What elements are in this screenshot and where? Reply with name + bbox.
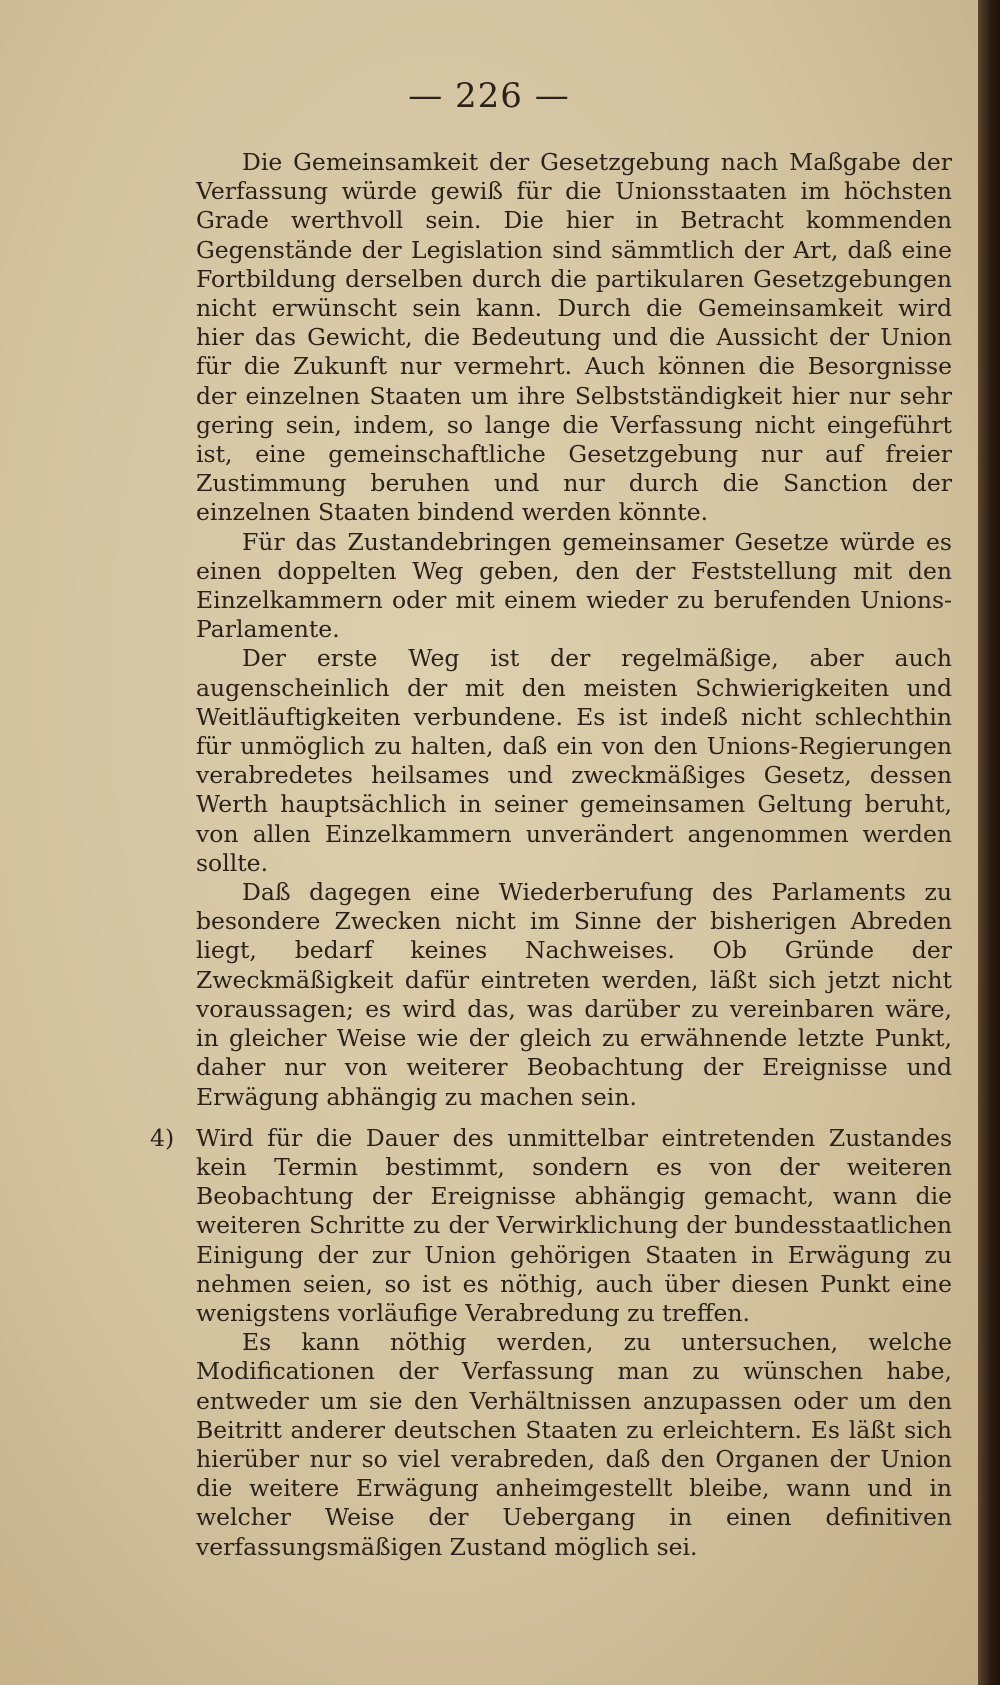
paragraph-1: Die Gemeinsamkeit der Gesetzgebung nach Maßgabe der Verfassung würde gewiß für die Unionsstaaten im höchsten Grade werthvoll sein. Die hier in Betracht kommenden Gegenstände der Legislation sind sämmtlich der Art, daß eine Fortbildung derselben durch die partikularen Gesetzgebungen nicht erwünscht sein kann. Durch die Gemeinsamkeit wird hier das Gewicht, die Bedeutung und die Aussicht der Union für die Zukunft nur vermehrt. Auch können die Besorgnisse der einzelnen Staaten um ihre Selbstständigkeit hier nur sehr gering sein, indem, so lange die Verfassung nicht eingeführt ist, eine gemeinschaftliche Gesetzgebung nur auf freier Zustimmung beruhen und nur durch die Sanction der einzelnen Staaten bindend werden könnte.: [196, 148, 952, 527]
list-marker-4: 4): [150, 1123, 175, 1152]
section-gap: [196, 1112, 952, 1124]
paragraph-4: Daß dagegen eine Wiederberufung des Parlaments zu besondere Zwecken nicht im Sinne der bisherigen Abreden liegt, bedarf keines Nachweises. Ob Gründe der Zweckmäßigkeit dafür eintreten werden, läßt sich jetzt nicht voraussagen; es wird das, was darüber zu vereinbaren wäre, in gleicher Weise wie der gleich zu erwähnende letzte Punkt, daher nur von weiterer Beobachtung der Ereignisse und Erwägung abhängig zu machen sein.: [196, 878, 952, 1111]
paragraph-2: Für das Zustandebringen gemeinsamer Gesetze würde es einen doppelten Weg geben, den der Feststellung mit den Einzelkammern oder mit einem wieder zu berufenden Unions-Parlamente.: [196, 527, 952, 644]
list-item-4-followup: Es kann nöthig werden, zu untersuchen, welche Modificationen der Verfassung man zu wünschen habe, entweder um sie den Verhältnissen anzupassen oder um den Beitritt anderer deutschen Staaten zu erleichtern. Es läßt sich hierüber nur so viel verabreden, daß den Organen der Union die weitere Erwägung anheimgestellt bleibe, wann und in welcher Weise der Uebergang in einen definitiven verfassungsmäßigen Zustand möglich sei.: [196, 1328, 952, 1561]
page-number: — 226 —: [408, 76, 570, 116]
list-item-4-text: Wird für die Dauer des unmittelbar eintretenden Zustandes kein Termin bestimmt, sondern es von der weiteren Beobachtung der Ereignisse abhängig gemacht, wann die weiteren Schritte zu der Verwirklichung der bundesstaatlichen Einigung der zur Union gehörigen Staaten in Erwägung zu nehmen seien, so ist es nöthig, auch über diesen Punkt eine wenigstens vorläufige Verabredung zu treffen.: [196, 1123, 952, 1327]
list-item-4: [150, 1123, 952, 1562]
body-text: [150, 148, 952, 1562]
book-binding-edge: [978, 0, 1000, 1685]
paragraph-3: Der erste Weg ist der regelmäßige, aber auch augenscheinlich der mit den meisten Schwierigkeiten und Weitläuftigkeiten verbundene. Es ist indeß nicht schlechthin für unmöglich zu halten, daß ein von den Unions-Regierungen verabredetes heilsames und zweckmäßiges Gesetz, dessen Werth hauptsächlich in seiner gemeinsamen Geltung beruht, von allen Einzelkammern unverändert angenommen werden sollte.: [196, 644, 952, 877]
